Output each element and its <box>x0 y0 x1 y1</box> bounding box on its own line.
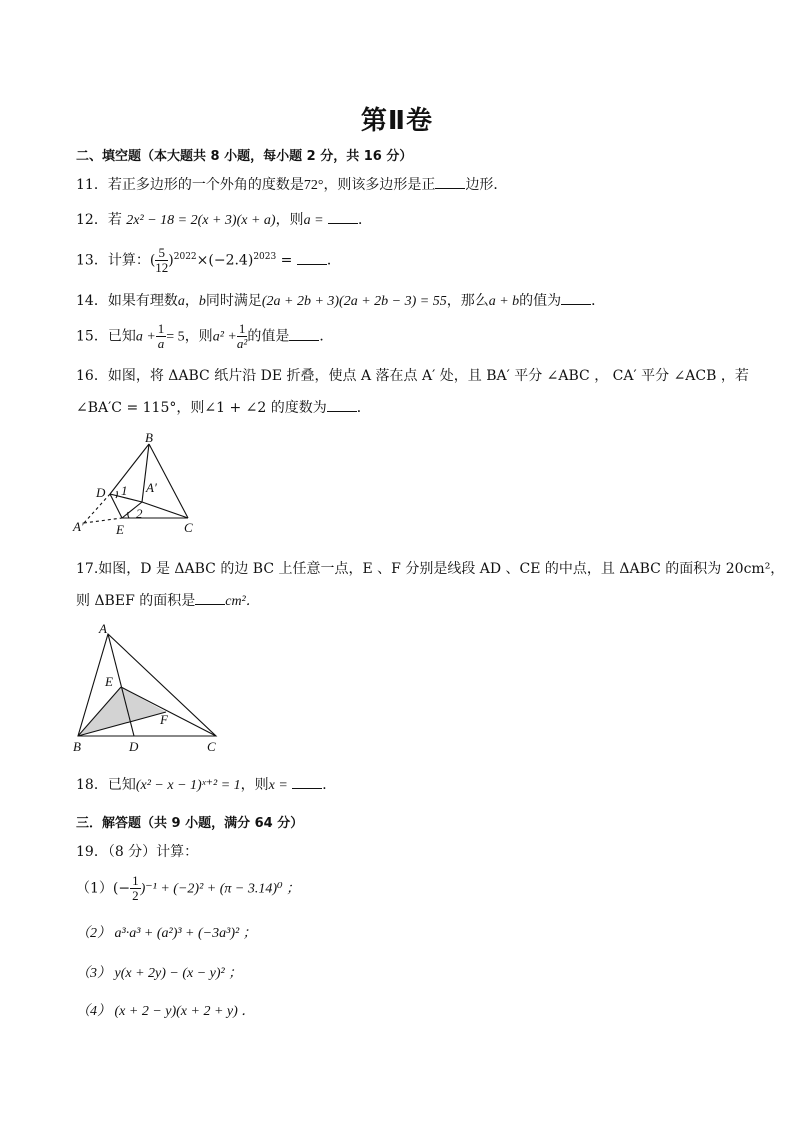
q17-label-a: A <box>99 621 107 636</box>
question-19-part-4: （4） (x + 2 − y)(x + 2 + y) ． <box>76 1004 256 1019</box>
q13-exponent-2: 2023 <box>253 251 277 262</box>
q15-answer-blank[interactable] <box>289 330 319 341</box>
q11-text-b: ，则该多边形是正 <box>323 177 436 193</box>
q12-text-c: ． <box>357 212 372 228</box>
q17-label-e: E <box>105 674 113 689</box>
question-17-line-1: 17.如图，D 是 ΔABC 的边 BC 上任意一点，E 、F 分别是线段 AD 、CE 的中点，且 ΔABC 的面积为 20cm²， <box>76 561 785 577</box>
q16-label-c: C <box>184 520 193 535</box>
q11-answer-blank[interactable] <box>435 178 465 189</box>
q14-sum: a + b <box>488 294 520 309</box>
q12-answer-blank[interactable] <box>328 213 358 224</box>
question-11 <box>76 174 507 194</box>
question-19-part-3: （3） y(x + 2y) − (x − y)² ； <box>76 966 243 981</box>
q13-text-d: = <box>276 252 293 269</box>
q13-answer-blank[interactable] <box>297 254 327 265</box>
question-19-part-2: （2） a³·a³ + (a²)³ + (−3a³)² ； <box>76 926 257 941</box>
q14-expression: (2a + 2b + 3)(2a + 2b − 3) = 55 <box>261 294 447 309</box>
q17-label-c: C <box>207 739 216 754</box>
q16-figure <box>72 430 207 538</box>
question-18 <box>76 774 336 794</box>
question-14 <box>76 290 605 310</box>
q13-text-c: ×(−2.4) <box>196 252 254 269</box>
q16-label-angle-1: 1 <box>121 483 128 498</box>
q17-text-a: 则 ΔBEF 的面积是 <box>76 593 196 609</box>
question-16-line-2 <box>76 397 371 417</box>
q19-p1-text-b: )⁻¹ + (−2)² + (π − 3.14)⁰ ； <box>140 881 301 897</box>
q17-label-d: D <box>129 739 139 754</box>
q18-text-b: ，则 <box>240 777 269 793</box>
q16-text-b: ． <box>356 400 371 416</box>
q15-fraction-2 <box>237 322 248 351</box>
q13-fraction <box>155 246 168 275</box>
q14-var-b: b <box>198 294 206 309</box>
question-16-line-1: 16．如图，将 ΔABC 纸片沿 DE 折叠，使点 A 落在点 A′ 处，且 BA′ 平分 ∠ABC ， CA′ 平分 ∠ACB ，若 <box>76 368 749 384</box>
section-heading-fill-blank: 二、填空题（本大题共 8 小题，每小题 2 分，共 16 分） <box>76 149 413 164</box>
q14-text-a: 14．如果有理数 <box>76 293 178 309</box>
q15-fraction-1 <box>156 322 167 351</box>
section-heading-solve: 三．解答题（共 9 小题，满分 64 分） <box>76 816 304 831</box>
q18-text-a: 18．已知 <box>76 777 136 793</box>
q18-text-c: ． <box>322 777 337 793</box>
q13-numerator: 5 <box>155 246 168 261</box>
q15-text-c: 的值是 <box>247 328 290 345</box>
q18-answer-blank[interactable] <box>292 778 322 789</box>
q13-denominator: 12 <box>155 260 169 275</box>
question-17-line-2 <box>76 590 260 610</box>
q15-expr-1: a + <box>135 329 156 345</box>
q15-text-d: ． <box>319 328 334 345</box>
q15-denominator-1: a <box>157 336 165 351</box>
q15-expr-2: a² + <box>212 329 237 345</box>
q11-text-c: 边形． <box>465 177 508 193</box>
q14-text-e: ． <box>591 293 606 309</box>
q14-answer-blank[interactable] <box>561 294 591 305</box>
q11-degree: 72° <box>303 178 324 193</box>
q15-text-b: ，则 <box>184 328 213 345</box>
q16-text-a: ∠BA′C = 115°，则∠1 + ∠2 的度数为 <box>76 400 327 416</box>
q15-numerator-1: 1 <box>157 321 165 336</box>
q17-text-b: cm²． <box>225 594 260 609</box>
q17-figure <box>68 620 228 755</box>
q14-text-b: 同时满足 <box>205 293 262 309</box>
q19-p1-text-a: （1）(− <box>76 880 131 897</box>
q12-expression: 2x² − 18 = 2(x + 3)(x + a) <box>126 213 276 228</box>
q15-text-a: 15．已知 <box>76 328 136 345</box>
q17-label-b: B <box>73 739 81 754</box>
q16-answer-blank[interactable] <box>327 401 357 412</box>
q16-label-a: A′ <box>73 519 84 534</box>
q13-text-b: ) <box>168 252 174 269</box>
q13-text-a: 13．计算：( <box>76 252 156 269</box>
q16-side-bd <box>110 444 149 494</box>
q14-var-a: a <box>177 294 185 309</box>
q14-sep: ， <box>184 293 199 309</box>
page-title: 第Ⅱ卷 <box>360 106 434 136</box>
question-19-part-1 <box>76 874 300 903</box>
q19-p1-numerator: 1 <box>132 873 139 888</box>
q17-shaded-triangle-bef <box>78 687 166 736</box>
question-19-heading: 19．（8 分）计算： <box>76 844 199 860</box>
q17-label-f: F <box>160 712 168 727</box>
q18-expression: (x² − x − 1)ˣ⁺² = 1 <box>135 778 241 793</box>
q12-variable: a = <box>303 213 324 228</box>
q14-text-c: ，那么 <box>446 293 489 309</box>
question-13 <box>76 246 341 275</box>
q11-text-a: 11．若正多边形的一个外角的度数是 <box>76 177 304 193</box>
q19-p1-denominator: 2 <box>132 888 139 903</box>
q16-label-d: D <box>96 485 106 500</box>
q16-label-b: B <box>145 430 153 445</box>
q13-text-e: ． <box>326 252 341 269</box>
q19-p1-fraction <box>130 874 141 903</box>
q16-label-e: E <box>116 522 124 537</box>
q12-text-b: ，则 <box>275 212 304 228</box>
q16-angle-1-arc <box>116 491 117 498</box>
q15-denominator-2: a² <box>236 336 248 351</box>
q14-text-d: 的值为 <box>519 293 562 309</box>
q12-text-a: 12．若 <box>76 212 122 228</box>
q16-label-angle-2: 2 <box>136 506 143 521</box>
question-15 <box>76 322 333 351</box>
q13-exponent-1: 2022 <box>173 251 197 262</box>
q17-answer-blank[interactable] <box>195 594 225 605</box>
q16-label-a-prime: A′ <box>146 480 157 495</box>
q18-variable: x = <box>268 778 288 793</box>
q15-equals: = 5 <box>166 329 185 345</box>
question-12 <box>76 209 372 229</box>
q15-numerator-2: 1 <box>238 321 246 336</box>
